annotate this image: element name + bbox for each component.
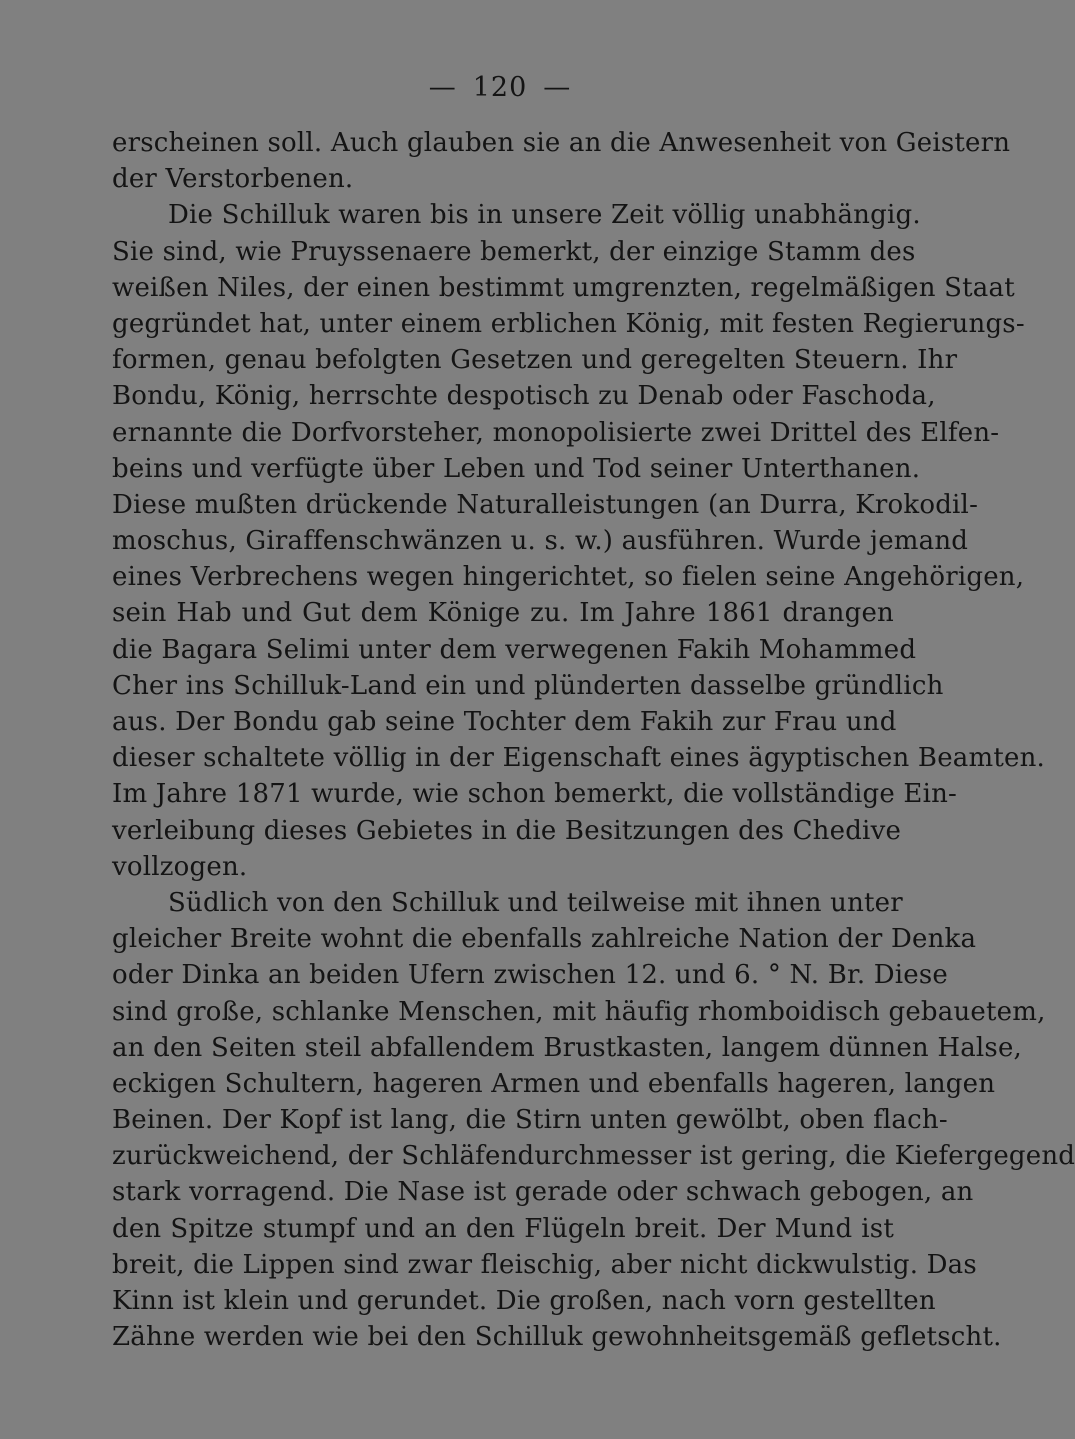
text-line: oder Dinka an beiden Ufern zwischen 12. und 6. ° N. Br. Diese	[112, 960, 949, 991]
text-line: Die Schilluk waren bis in unsere Zeit völlig unabhängig.	[168, 200, 921, 231]
text-line: den Spitze stumpf und an den Flügeln breit. Der Mund ist	[112, 1213, 894, 1244]
text-line: breit, die Lippen sind zwar fleischig, aber nicht dickwulstig. Das	[112, 1249, 977, 1280]
text-line: Sie sind, wie Pruyssenaere bemerkt, der einzige Stamm des	[112, 236, 916, 267]
text-line: erscheinen soll. Auch glauben sie an die Anwesenheit von Geistern	[112, 128, 1011, 158]
page-number: 120	[472, 72, 528, 103]
text-line: verleibung dieses Gebietes in die Besitzungen des Chedive	[112, 815, 902, 846]
text-line: aus. Der Bondu gab seine Tochter dem Fakih zur Frau und	[112, 707, 897, 737]
text-line: zurückweichend, der Schläfendurchmesser ist gering, die Kiefergegend	[112, 1141, 1075, 1172]
text-line: weißen Niles, der einen bestimmt umgrenzten, regelmäßigen Staat	[112, 272, 1015, 303]
text-line: eckigen Schultern, hageren Armen und ebenfalls hageren, langen	[112, 1068, 996, 1099]
text-line: Südlich von den Schilluk und teilweise mit ihnen unter	[168, 887, 903, 918]
text-line: Cher ins Schilluk-Land ein und plünderten dasselbe gründlich	[112, 670, 944, 701]
text-line: sind große, schlanke Menschen, mit häufig rhomboidisch gebauetem,	[112, 996, 1046, 1027]
text-line: formen, genau befolgten Gesetzen und geregelten Steuern. Ihr	[112, 345, 958, 376]
text-line: gegründet hat, unter einem erblichen König, mit festen Regierungs-	[112, 308, 1025, 339]
text-line: gleicher Breite wohnt die ebenfalls zahlreiche Nation der Denka	[112, 924, 977, 955]
text-line: dieser schaltete völlig in der Eigenschaft eines ägyptischen Beamten.	[112, 743, 1045, 774]
text-line: moschus, Giraffenschwänzen u. s. w.) ausführen. Wurde jemand	[112, 526, 969, 557]
text-line: ernannte die Dorfvorsteher, monopolisierte zwei Drittel des Elfen-	[112, 417, 1000, 448]
text-line: eines Verbrechens wegen hingerichtet, so fielen seine Angehörigen,	[112, 562, 1025, 593]
text-line: Beinen. Der Kopf ist lang, die Stirn unten gewölbt, oben flach-	[112, 1105, 948, 1136]
text-line: sein Hab und Gut dem Könige zu. Im Jahre 1861 drangen	[112, 598, 894, 629]
page-header	[0, 70, 1000, 106]
header-dash-left: —	[428, 72, 457, 103]
text-line: beins und verfügte über Leben und Tod seiner Unterthanen.	[112, 453, 921, 484]
text-line: Bondu, König, herrschte despotisch zu Denab oder Faschoda,	[112, 381, 936, 412]
text-line: vollzogen.	[112, 851, 248, 882]
header-dash-right: —	[543, 72, 572, 103]
text-line: Im Jahre 1871 wurde, wie schon bemerkt, die vollständige Ein-	[112, 779, 958, 810]
text-line: stark vorragend. Die Nase ist gerade oder schwach gebogen, an	[112, 1177, 974, 1208]
text-line: Zähne werden wie bei den Schilluk gewohnheitsgemäß gefletscht.	[112, 1322, 1002, 1353]
body-text	[112, 125, 1075, 1355]
text-line: die Bagara Selimi unter dem verwegenen Fakih Mohammed	[112, 634, 917, 665]
text-line: an den Seiten steil abfallendem Brustkasten, langem dünnen Halse,	[112, 1032, 1023, 1063]
text-line: Diese mußten drückende Naturalleistungen (an Durra, Krokodil-	[112, 489, 979, 520]
text-line: Kinn ist klein und gerundet. Die großen, nach vorn gestellten	[112, 1286, 936, 1316]
text-line: der Verstorbenen.	[112, 164, 354, 195]
